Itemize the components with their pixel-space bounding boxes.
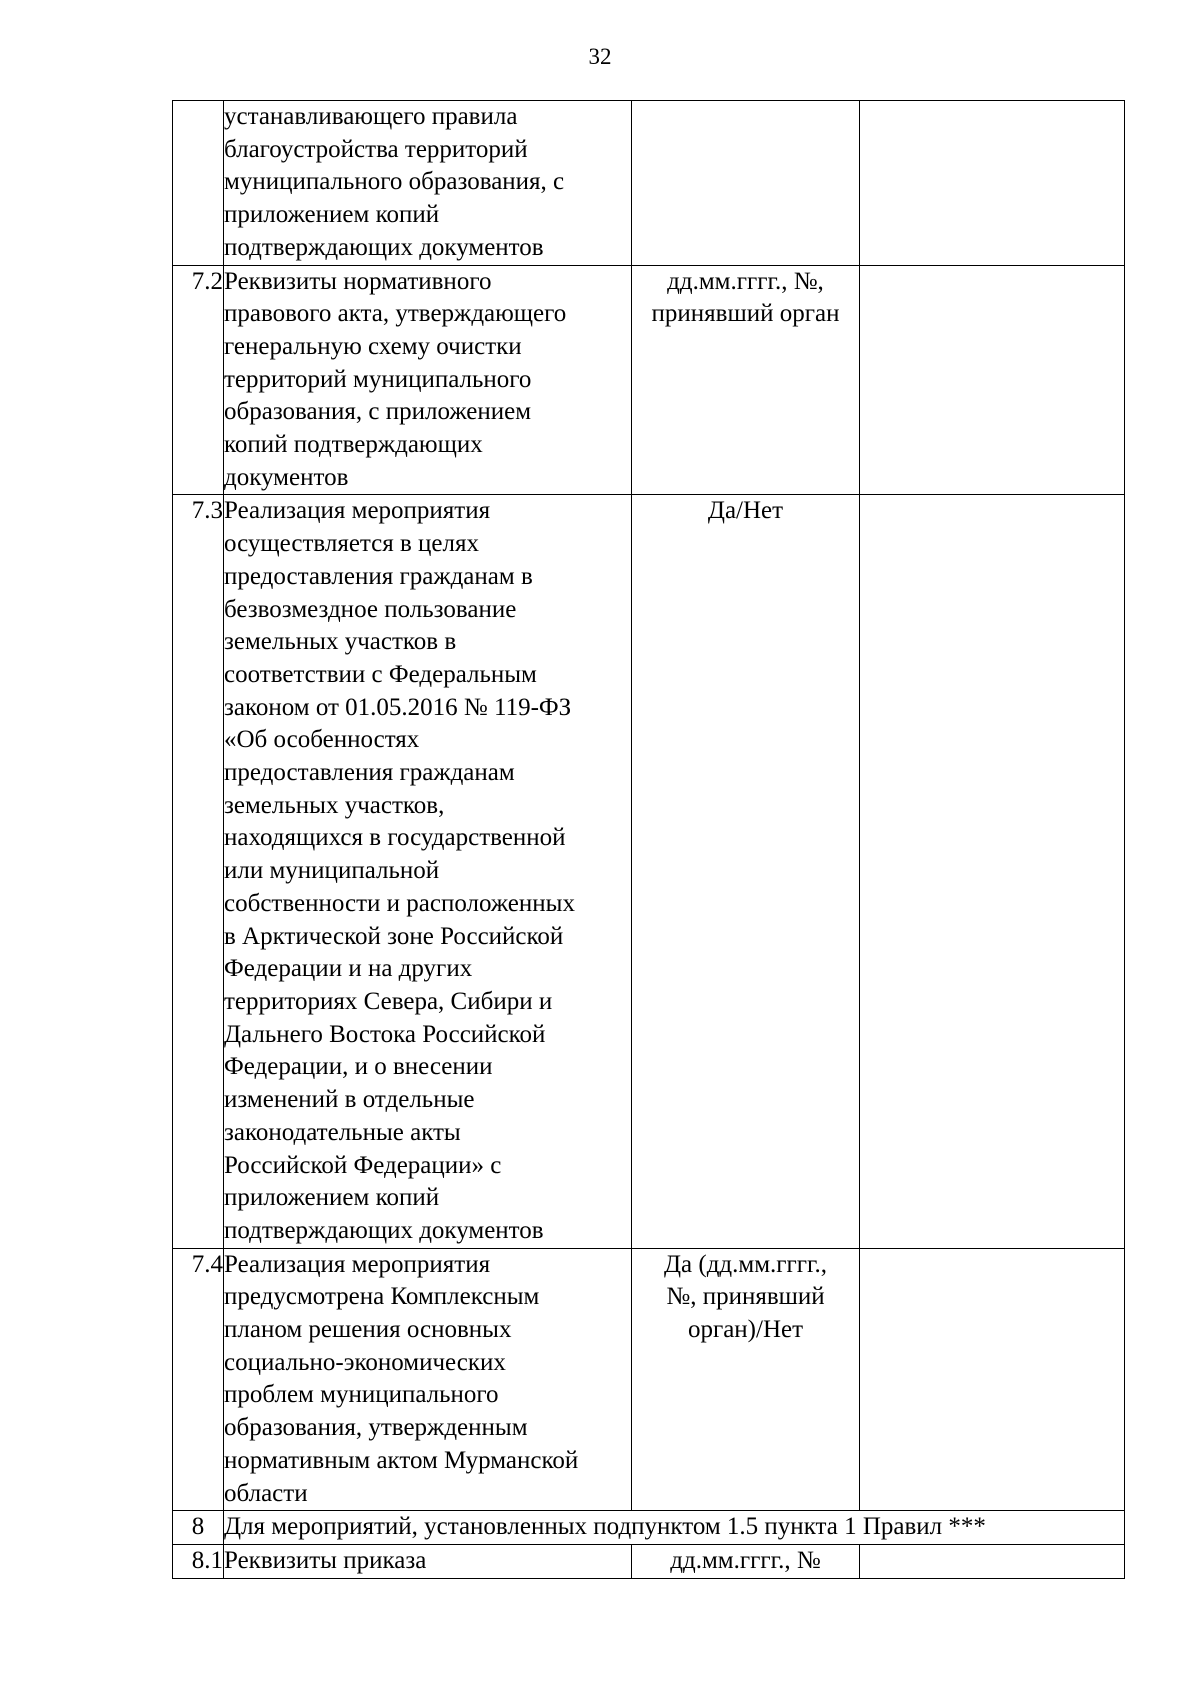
- row-name: Реквизиты приказа: [224, 1544, 632, 1578]
- row-number: 7.3: [173, 495, 224, 1248]
- table-section-8: [173, 1511, 1125, 1545]
- row-number: [173, 101, 224, 266]
- row-format: Да/Нет: [632, 495, 860, 1248]
- row-format: Да (дд.мм.гггг., №, принявший орган)/Нет: [632, 1248, 860, 1511]
- row-name: устанавливающего правила благоустройства территорий муниципального образования, с приложением копий подтверждающих документов: [224, 101, 632, 266]
- row-format: [632, 101, 860, 266]
- row-value-cell[interactable]: [860, 495, 1125, 1248]
- row-format: дд.мм.гггг., №: [632, 1544, 860, 1578]
- row-format: дд.мм.гггг., №, принявший орган: [632, 265, 860, 495]
- row-name: Реализация мероприятия осуществляется в целях предоставления гражданам в безвозмездное пользование земельных участков в соответствии с Федеральным законом от 01.05.2016 № 119-ФЗ «Об особенностях предоставления гражданам земельных участков, находящихся в государственной или муниципальной собственности и расположенных в Арктической зоне Российской Федерации и на других территориях Севера, Сибири и Дальнего Востока Российской Федерации, и о внесении изменений в отдельные законодательные акты Российской Федерации» с приложением копий подтверждающих документов: [224, 495, 632, 1248]
- table-row-7-3: [173, 495, 1125, 1248]
- row-number: 8.1: [173, 1544, 224, 1578]
- row-name: Реализация мероприятия предусмотрена Комплексным планом решения основных социально-экономических проблем муниципального образования, утвержденным нормативным актом Мурманской области: [224, 1248, 632, 1511]
- row-value-cell[interactable]: [860, 265, 1125, 495]
- row-number: 7.2: [173, 265, 224, 495]
- row-value-cell[interactable]: [860, 101, 1125, 266]
- requisites-table: [172, 100, 1125, 1579]
- table-row-8-1: [173, 1544, 1125, 1578]
- section-number: 8: [173, 1511, 224, 1545]
- row-value-cell[interactable]: [860, 1544, 1125, 1578]
- table-row-7-2: [173, 265, 1125, 495]
- row-value-cell[interactable]: [860, 1248, 1125, 1511]
- page-number: 32: [588, 44, 612, 69]
- table-row-7-1-continued: [173, 101, 1125, 266]
- table-row-7-4: [173, 1248, 1125, 1511]
- section-heading: Для мероприятий, установленных подпунктом 1.5 пункта 1 Правил ***: [224, 1511, 1125, 1545]
- row-number: 7.4: [173, 1248, 224, 1511]
- row-name: Реквизиты нормативного правового акта, утверждающего генеральную схему очистки территорий муниципального образования, с приложением копий подтверждающих документов: [224, 265, 632, 495]
